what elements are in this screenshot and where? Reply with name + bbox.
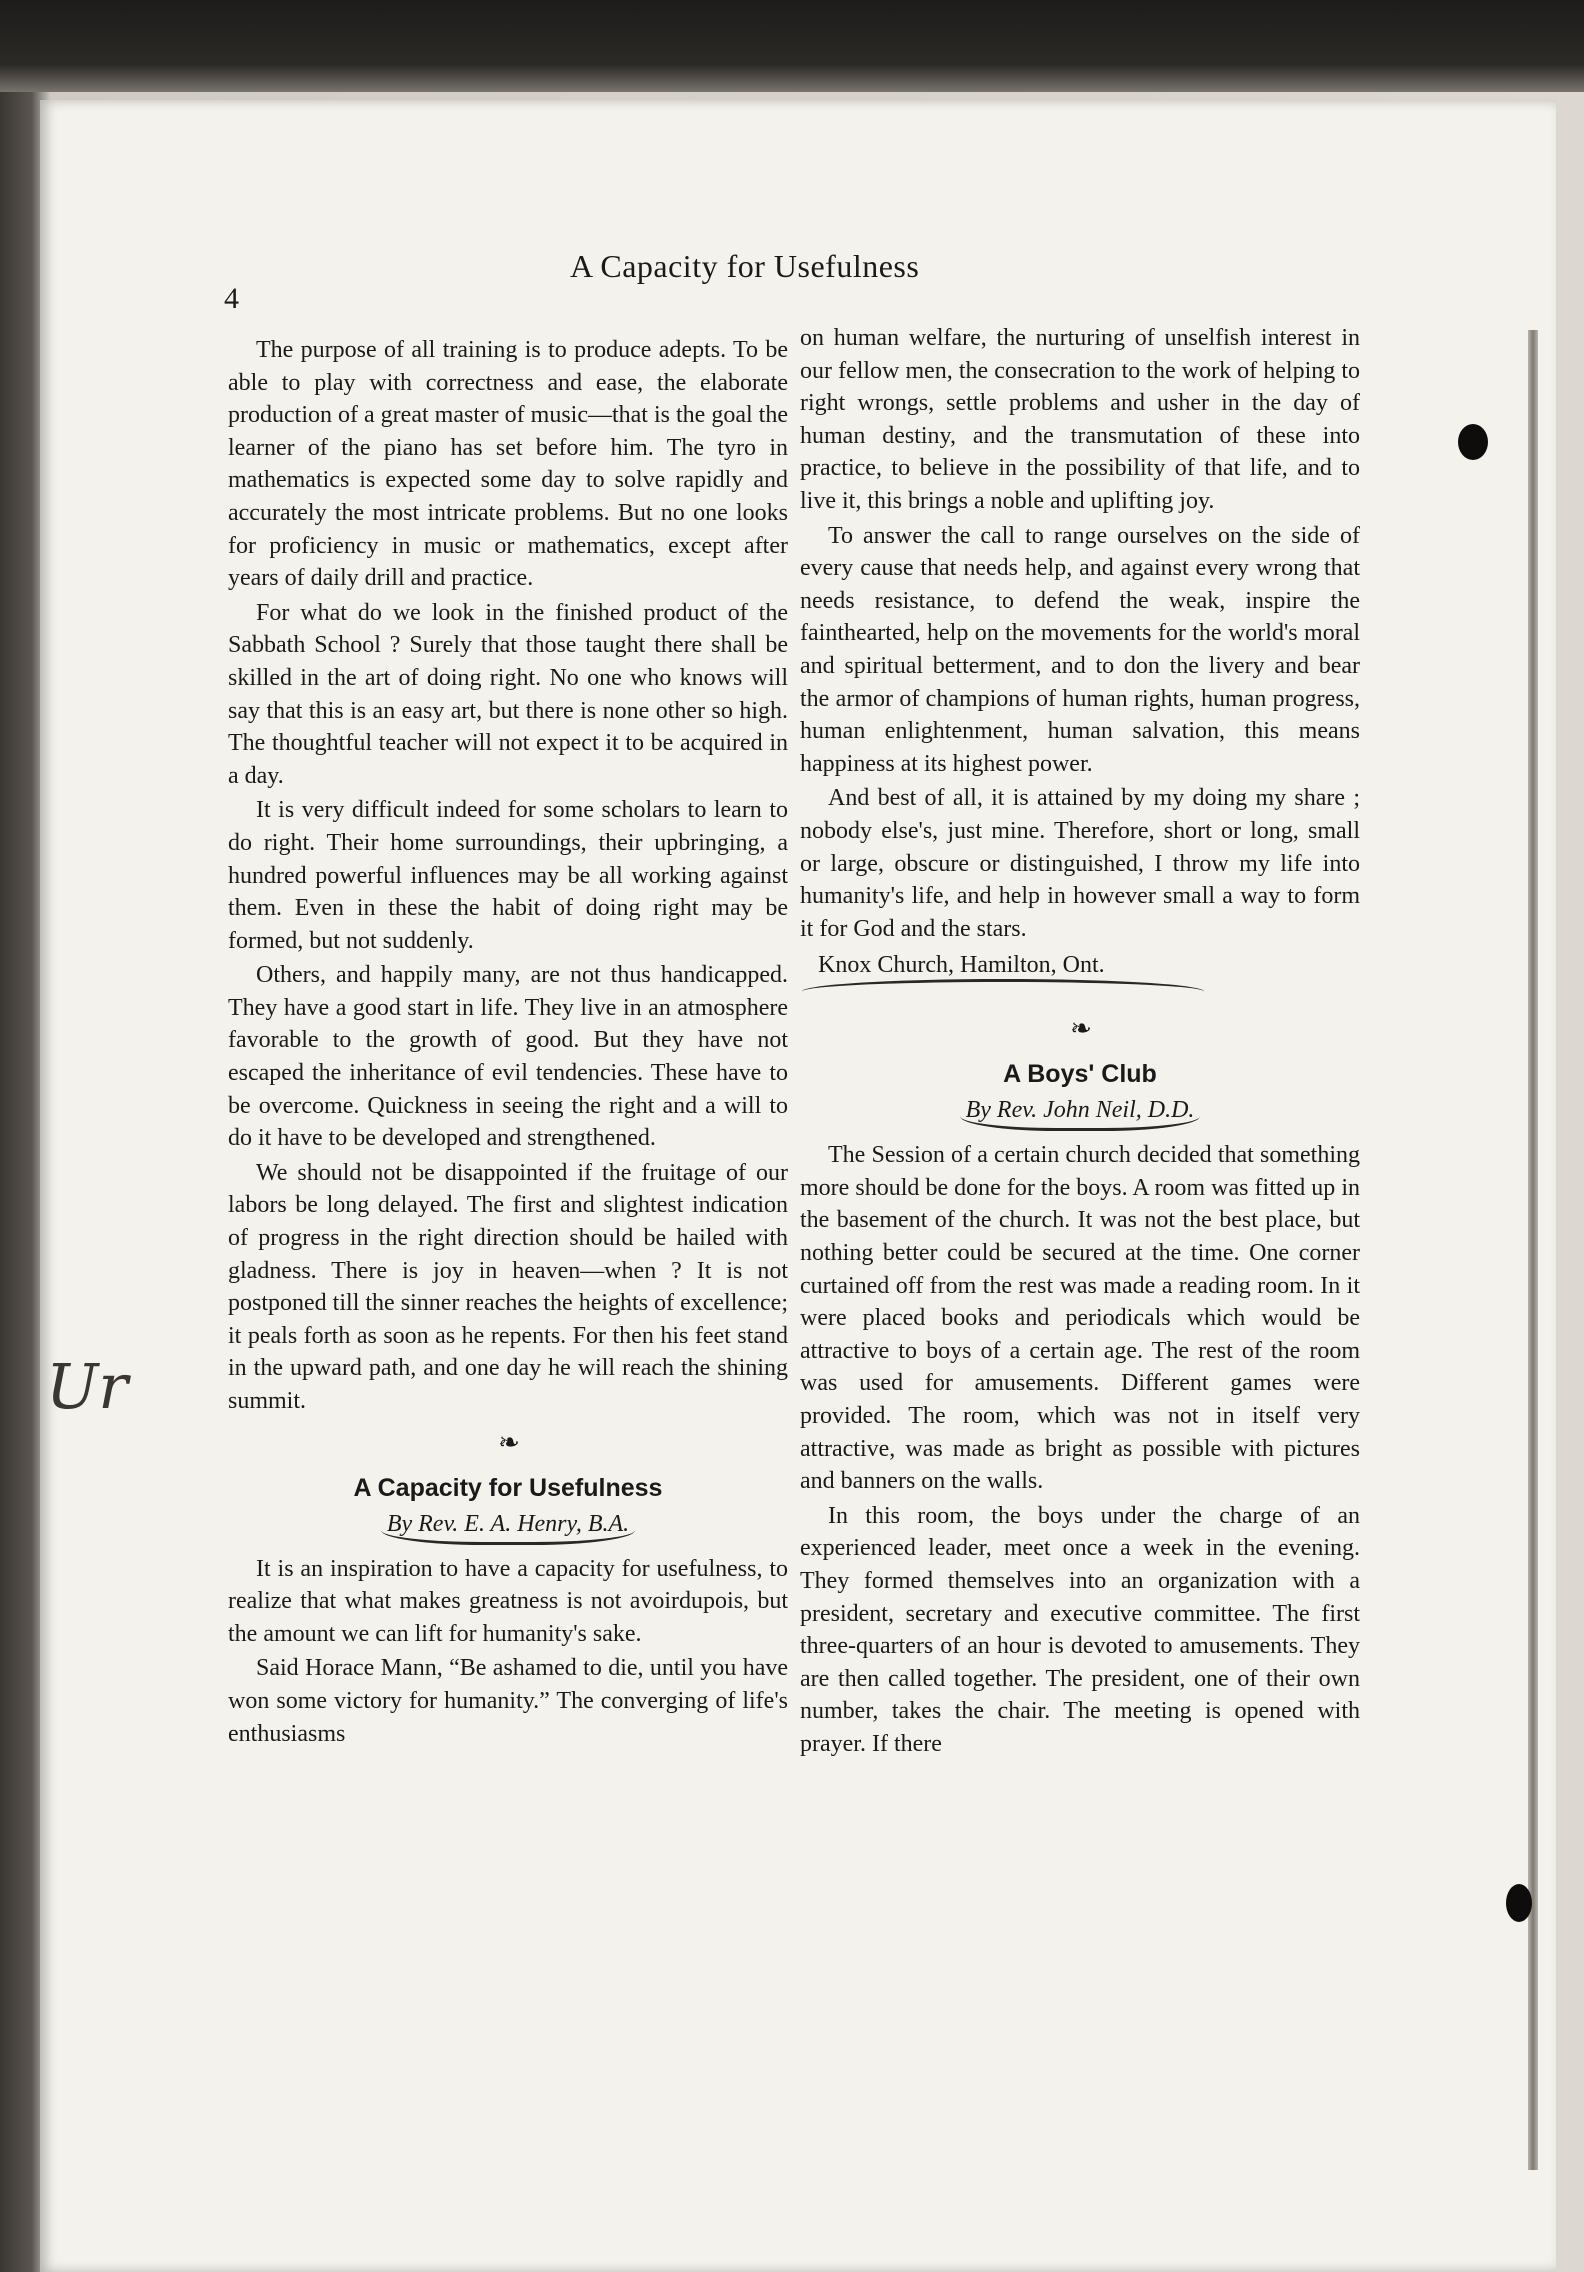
- section-ornament: ❧: [498, 1427, 518, 1457]
- paragraph: The Session of a certain church decided that something more should be done for the boys. A room was fitted up in the basement of the church. It was not the best place, but nothing better could be secured at the time. One corner curtained off from the rest was made a reading room. In it were placed books and periodicals which would be attractive to boys of a certain age. The rest of the room was used for amusements. Different games were provided. The room, which was not in itself very attractive, was made as bright as possible with pictures and banners on the walls.: [800, 1142, 1360, 1495]
- punch-hole: [1506, 1884, 1532, 1922]
- paragraph: We should not be disappointed if the fruitage of our labors be long delayed. The first and slightest indication of progress in the right direction should be hailed with gladness. There is joy in heaven—when ? It is not postponed till the sinner reaches the heights of excellence; it peals forth as soon as he repents. For then his feet stand in the upward path, and one day he will reach the shining summit.: [228, 1159, 788, 1414]
- scan-top-band: [0, 0, 1584, 92]
- paragraph: For what do we look in the finished product of the Sabbath School ? Surely that those taught there shall be skilled in the art of doing right. No one who knows will say that this is an easy art, but there is none other so high. The thoughtful teacher will not expect it to be acquired in a day.: [228, 599, 788, 789]
- margin-handwriting: Ur: [46, 1350, 128, 1423]
- paragraph: In this room, the boys under the charge of an experienced leader, meet once a week in the evening. They formed themselves into an organization with a president, secretary and executive committee. The first three-quarters of an hour is devoted to amusements. They are then called together. The president, one of their own number, takes the chair. The meeting is opened with prayer. If there: [800, 1502, 1360, 1757]
- article-title: A Boys' Club: [1003, 1060, 1157, 1089]
- paragraph: It is an inspiration to have a capacity for usefulness, to realize that what makes greatness is not avoirdupois, but the amount we can lift for humanity's sake.: [228, 1555, 788, 1647]
- paragraph: on human welfare, the nurturing of unselfish interest in our fellow men, the consecration to the work of helping to right wrongs, settle problems and usher in the day of human destiny, and the transmutation of these into practice, to believe in the possibility of that life, and to live it, this brings a noble and uplifting joy.: [800, 325, 1360, 514]
- article-title: A Capacity for Usefulness: [353, 1473, 663, 1502]
- byline-text: By Rev. John Neil, D.D.: [960, 1094, 1201, 1131]
- signoff: Knox Church, Hamilton, Ont.: [818, 952, 1105, 979]
- byline-text: By Rev. E. A. Henry, B.A.: [381, 1508, 635, 1545]
- paragraph: To answer the call to range ourselves on the side of every cause that needs help, and against every wrong that needs resistance, to defend the weak, inspire the fainthearted, help on the movements for the world's moral and spiritual betterment, and to don the livery and bear the armor of champions of human rights, human progress, human enlightenment, human salvation, this means happiness at its highest power.: [800, 522, 1360, 777]
- article-byline: [228, 1508, 788, 1545]
- section-ornament: ❧: [1070, 1014, 1090, 1044]
- punch-hole: [1458, 424, 1488, 460]
- signoff-underline: [802, 979, 1204, 1004]
- paragraph: And best of all, it is attained by my doing my share ; nobody else's, just mine. Therefore, short or long, small or large, obscure or distinguished, I throw my life into humanity's life, and help in however small a way to form it for God and the stars.: [800, 785, 1360, 942]
- left-column: [228, 334, 788, 1750]
- running-head: A Capacity for Usefulness: [570, 248, 920, 284]
- paragraph: Others, and happily many, are not thus handicapped. They have a good start in life. They live in an atmosphere favorable to the growth of good. But they have not escaped the inheritance of evil tendencies. These have to be overcome. Quickness in seeing the right and a will to do it have to be developed and strengthened.: [228, 962, 788, 1152]
- paragraph: It is very difficult indeed for some scholars to learn to do right. Their home surroundings, their upbringing, a hundred powerful influences may be all working against them. Even in these the habit of doing right may be formed, but not suddenly.: [228, 797, 788, 954]
- paragraph: The purpose of all training is to produce adepts. To be able to play with correctness and ease, the elaborate production of a great master of music—that is the goal the learner of the piano has set before him. The tyro in mathematics is expected some day to solve rapidly and accurately the most intricate problems. But no one looks for proficiency in music or mathematics, except after years of daily drill and practice.: [228, 337, 788, 592]
- right-column: [800, 322, 1360, 1761]
- paragraph: Said Horace Mann, “Be ashamed to die, until you have won some victory for humanity.” The converging of life's enthusiasms: [228, 1655, 788, 1747]
- article-byline: [800, 1094, 1360, 1131]
- page-number: 4: [224, 282, 239, 315]
